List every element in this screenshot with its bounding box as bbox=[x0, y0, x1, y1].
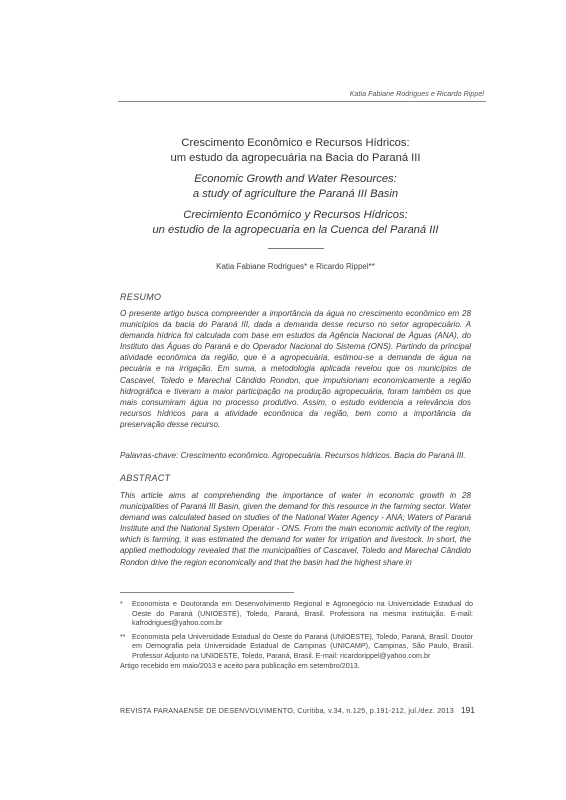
received-note: Artigo recebido em maio/2013 e aceito para publicação em setembro/2013. bbox=[120, 660, 360, 670]
title-pt-line-1: Crescimento Econômico e Recursos Hídricos: bbox=[181, 137, 410, 149]
title-pt-line-2: um estudo da agropecuária na Bacia do Paraná III bbox=[170, 152, 421, 164]
page-number: 191 bbox=[460, 705, 475, 715]
title-block bbox=[118, 136, 473, 249]
author-line: Katia Fabiane Rodrigues* e Ricardo Rippel** bbox=[216, 262, 375, 271]
abstract-text: This article aims at comprehending the importance of water in economic growth in 28 municipalities of Paraná III Basin, given the demand for this resource in the farming sector. Water demand was calculated based on studies of the National Water Agency - ANA; Waters of Paraná Institute and the National System Operator - ONS. From the main economic activity of the region, which is farming, it was estimated the demand for water for irrigation and livestock. In short, the applied methodology revealed that the municipalities of Cascavel, Toledo and Marechal Cândido Rondon drive the region economically and that the basin had the highest share in bbox=[120, 491, 471, 567]
footnote-1-mark: * bbox=[120, 599, 123, 608]
journal-citation: REVISTA PARANAENSE DE DESENVOLVIMENTO, Curitiba, v.34, n.125, p.191-212, jul./dez. 2013 bbox=[120, 706, 454, 715]
title-portuguese bbox=[118, 136, 473, 166]
title-english bbox=[118, 172, 473, 202]
running-head: Katia Fabiane Rodrigues e Ricardo Rippel bbox=[349, 89, 484, 98]
abstract-heading: ABSTRACT bbox=[120, 473, 171, 483]
header-rule bbox=[118, 101, 486, 102]
title-en-line-2: a study of agriculture the Paraná III Basin bbox=[192, 188, 399, 200]
footnote-1-text: Economista e Doutoranda em Desenvolvimento Regional e Agronegócio na Universidade Estadual do Oeste do Paraná (UNIOESTE), Toledo, Paraná, Brasil. Professora na mesma instituição. E-mail: kafrodrigues@yahoo.com.br bbox=[132, 599, 473, 628]
title-es-line-2: un estudio de la agropecuaria en la Cuenca del Paraná III bbox=[152, 224, 439, 236]
keywords: Palavras-chave: Crescimento econômico. Agropecuária. Recursos hídricos. Bacia do Paraná III. bbox=[120, 451, 466, 460]
page-footer bbox=[120, 706, 475, 715]
footnote-2-mark: ** bbox=[120, 631, 126, 641]
title-es-line-1: Crecimiento Económico y Recursos Hídricos: bbox=[183, 209, 408, 221]
footnote-2 bbox=[120, 632, 473, 661]
footnote-1 bbox=[120, 599, 473, 628]
footnote-rule bbox=[120, 592, 294, 593]
resumo-heading: RESUMO bbox=[120, 292, 162, 302]
footnotes bbox=[120, 599, 473, 670]
resumo-text: O presente artigo busca compreender a importância da água no crescimento econômico em 28 municípios da bacia do Paraná III, dada a demanda desse recurso no setor agropecuário. A demanda hídrica foi calculada com base em estudos da Agência Nacional de Águas (ANA), do Instituto das Águas do Paraná e do Operador Nacional do Sistema (ONS). Partindo da principal atividade econômica da região, que é a agropecuária, estimou-se a demanda de água na pecuária e na irrigação. Em suma, a metodologia aplicada revelou que os municípios de Cascavel, Toledo e Marechal Cândido Rondon, que impulsionam economicamente a região hidrográfica e tiveram a maior participação na produção agropecuária, foram também os que mais consumiram água no processo produtivo. Assim, o estudo evidencia a relevância dos recursos hídricos para a atividade econômica da região, bem como a importância da preservação desse recurso. bbox=[120, 309, 471, 429]
footnote-2-text: Economista pela Universidade Estadual do Oeste do Paraná (UNIOESTE), Toledo, Paraná, Brasil. Doutor em Demografia pela Universidade Estadual de Campinas (UNICAMP), Campinas, São Paulo, Brasil. Professor Adjunto na UNIOESTE, Toledo, Paraná, Brasil. E-mail: ricardorippel@yahoo.com.br bbox=[132, 631, 473, 660]
title-en-line-1: Economic Growth and Water Resources: bbox=[194, 173, 397, 185]
title-divider bbox=[268, 248, 324, 249]
title-spanish bbox=[118, 208, 473, 238]
